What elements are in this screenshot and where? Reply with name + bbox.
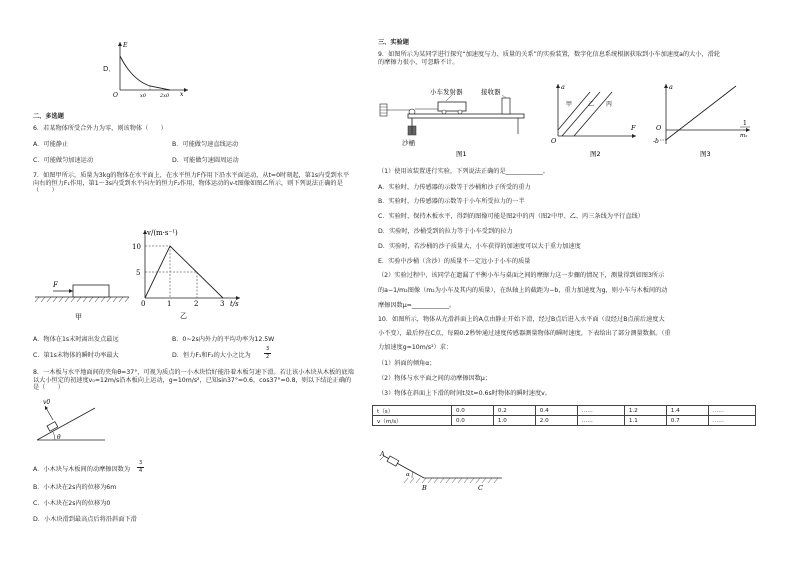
- fig2-caption: 图2: [590, 150, 601, 158]
- fig3-axis-x-num: 1: [743, 120, 747, 127]
- q7-stem: 7．如图甲所示，质量为3kg的物体在水平面上，在水平恒力F作用下沿水平面运动，从t=0时刻起，第1s内受到水平向右的恒力F₁作用，第1～3s内受到水平向左的恒力F₂作用，物体运动的v-t图像如图乙所示，则下列说法正确的是（ ）: [33, 172, 350, 195]
- q9-part1: （1）使用该装置进行实验，下列说法正确的是____________。: [378, 168, 549, 175]
- tick-2x0: 2x0: [160, 93, 170, 98]
- table-cell: 0.4: [535, 406, 577, 416]
- q9-option-c: C．实验时，保持木板水平，得到的图像可能是图2中的丙（图2中甲、乙、丙三条线为平行直线）: [378, 213, 644, 220]
- q7-figure-block: [33, 275, 133, 325]
- q7-option-b: B．0~2s内外力的平均功率为12.5W: [172, 336, 275, 343]
- q6-option-a: A．可能静止: [33, 141, 69, 148]
- q6-option-c: C．可能做匀加速运动: [33, 157, 94, 164]
- q9-stem: 9．如图所示为某同学进行探究“加速度与力、质量的关系”的实验装置，数字化信息系统根据获取到小车加速度a的大小，滑轮的摩擦力很小，可忽略不计。: [378, 51, 721, 66]
- tick-5: 5: [136, 269, 141, 277]
- label-transmitter: 小车发射器: [430, 88, 463, 96]
- q8-incline-figure: [33, 396, 113, 446]
- q7-option-c: C．第1s末物体的瞬时功率最大: [33, 352, 119, 359]
- q9-fig2-graph: [548, 80, 643, 160]
- fig2-axis-a: a: [561, 83, 565, 91]
- force-f-label: F: [53, 281, 58, 289]
- section-experiment: 三、实验题: [378, 39, 409, 46]
- tick-1: 1: [167, 300, 172, 308]
- table-cell: 1.0: [493, 416, 535, 426]
- fig1-caption: 图1: [456, 150, 467, 158]
- table-row-velocity: [373, 416, 756, 426]
- q10-data-table: [372, 405, 756, 426]
- q10-stem-3: 力加速度g=10m/s²）求：: [378, 344, 453, 351]
- table-cell: 0.0: [451, 406, 493, 416]
- fig-yi-caption: 乙: [180, 312, 187, 320]
- tick-x0: x0: [140, 93, 147, 98]
- fig3-origin: O: [656, 124, 662, 132]
- q9-part2-line3: 摩擦因数μ=____________。: [378, 302, 456, 309]
- table-cell: 1.1: [624, 416, 666, 426]
- q9-part2-line2: 的a−1/m₂图像（m₂为小车及其内的质量），在纵轴上的截距为−b，重力加速度为g，则小车与木板间的动: [378, 287, 668, 294]
- q7-vt-graph: [130, 226, 260, 321]
- table-cell: v（m/s）: [373, 416, 452, 426]
- graph-d-energy: [112, 36, 192, 98]
- label-receiver: 接收器: [481, 88, 501, 96]
- axis-e: E: [123, 42, 128, 49]
- q8-option-c: C．小木块在2s内的位移为0: [33, 500, 111, 507]
- point-c: C: [478, 484, 483, 492]
- line-bing: 丙: [606, 101, 613, 108]
- fig-jia-caption: 甲: [75, 313, 82, 321]
- fig3-axis-x-den: m₂: [740, 133, 748, 139]
- tick-0: 0: [141, 300, 146, 308]
- point-a: A: [380, 450, 385, 458]
- q6-option-b: B．可能做匀速直线运动: [172, 141, 239, 148]
- q7-d-frac-num: 3: [266, 346, 270, 352]
- table-cell: ……: [577, 416, 624, 426]
- q7-option-a: A．物体在1s末时离出发点最远: [33, 336, 119, 343]
- line-yi: 乙: [588, 101, 595, 108]
- q10-stem-2: 小不变），最后停在C点，每隔0.2秒钟通过速度传感器测量物体的瞬时速度，下表给出了部分测量数据。（重: [378, 330, 671, 337]
- table-cell: 2.0: [535, 416, 577, 426]
- section-multi-choice: 二、多选题: [33, 113, 64, 120]
- table-cell: 1.4: [666, 406, 708, 416]
- fig2-origin: O: [551, 137, 557, 145]
- q9-option-a: A．实验时，力传感器的示数等于沙桶和沙子所受的重力: [378, 184, 531, 191]
- table-cell: ……: [708, 416, 755, 426]
- option-d-label: D．: [103, 65, 116, 73]
- q10-part2: （2）物体与水平面之间的动摩擦因数μ；: [378, 375, 492, 382]
- table-cell: 1.2: [624, 406, 666, 416]
- theta-label: θ: [57, 434, 61, 441]
- q6-stem: 6．若某物体所受合外力为零，则该物体（ ）: [33, 125, 167, 132]
- table-cell: 0.0: [451, 416, 493, 426]
- q9-fig3-graph: [650, 80, 760, 160]
- table-cell: 0.2: [493, 406, 535, 416]
- fig3-intercept: -b: [653, 138, 659, 145]
- angle-alpha: α: [406, 472, 410, 478]
- tick-2: 2: [194, 300, 199, 308]
- t-axis-label: t/s: [230, 300, 239, 308]
- q10-slope-figure: [378, 450, 508, 500]
- origin-o: O: [113, 92, 118, 98]
- table-cell: ……: [577, 406, 624, 416]
- q8-a-frac-num: 3: [139, 460, 143, 466]
- q7-d-frac-den: 2: [266, 354, 270, 360]
- q8-option-d: D．小木块滑到最高点后将沿斜面下滑: [33, 516, 137, 523]
- label-sand-bucket: 沙桶: [402, 139, 415, 147]
- q8-stem: 8．一木板与水平地面间的夹角θ=37°，可视为质点的一小木块恰好能沿着木板匀速下滑。若让该小木块从木板的底端以大小恒定的初速度v₀=12m/s沿木板向上运动，g=10m/s²，已知sin37°=0.6，cos37°=0.8，则以下结论正确的是（ ）: [33, 369, 354, 392]
- q9-option-d2: D．实验时，若沙桶的沙子质量大，小车获得的加速度可以大于重力加速度: [378, 243, 581, 250]
- v0-label: v0: [43, 399, 51, 406]
- tick-3: 3: [220, 300, 225, 308]
- tick-10: 10: [132, 243, 141, 251]
- q9-option-e: E．实验中沙桶（含沙）的质量不一定远小于小车的质量: [378, 258, 531, 265]
- q9-option-b: B．实验时，力传感器的示数等于小车所受拉力的一半: [378, 198, 525, 205]
- fig3-axis-a: a: [669, 83, 673, 91]
- q10-stem-1: 10．如图所示，物体从光滑斜面上的A点由静止开始下滑，经过B点后进入水平面（设经过B点前后速度大: [378, 316, 665, 323]
- fig3-caption: 图3: [700, 150, 711, 158]
- q7-option-d: D．恒力F₁和F₂的大小之比为: [172, 352, 251, 359]
- q6-option-d: D．可能做匀速圆周运动: [172, 157, 239, 164]
- line-jia: 甲: [566, 101, 573, 108]
- v-axis-label: v/(m·s⁻¹): [147, 229, 178, 237]
- point-b: B: [422, 484, 427, 492]
- q9-fig1-apparatus: [378, 88, 528, 160]
- table-cell: t（s）: [373, 406, 452, 416]
- q9-option-d: D．实验时，沙桶受到的拉力等于小车受到的拉力: [378, 228, 513, 235]
- q8-a-frac-den: 4: [139, 468, 143, 474]
- axis-x: x: [180, 91, 184, 98]
- table-row-time: [373, 406, 756, 416]
- q9-part2-line1: （2）实验过程中，该同学在遗漏了平衡小车与桌面之间的摩擦力这一步骤的情况下，测量得到如图3所示: [378, 272, 665, 279]
- table-cell: ……: [708, 406, 755, 416]
- q10-part3: （3）物体在斜面上下滑的时间t及t=0.6s时物体的瞬时速度v。: [378, 390, 552, 397]
- q8-option-b: B．小木块在2s内的位移为6m: [33, 484, 117, 491]
- fig2-axis-f: F: [631, 124, 636, 132]
- q10-part1: （1）斜面的倾角α；: [378, 360, 436, 367]
- table-cell: 0.7: [666, 416, 708, 426]
- q8-option-a: A．小木块与木板间的动摩擦因数为: [33, 466, 131, 473]
